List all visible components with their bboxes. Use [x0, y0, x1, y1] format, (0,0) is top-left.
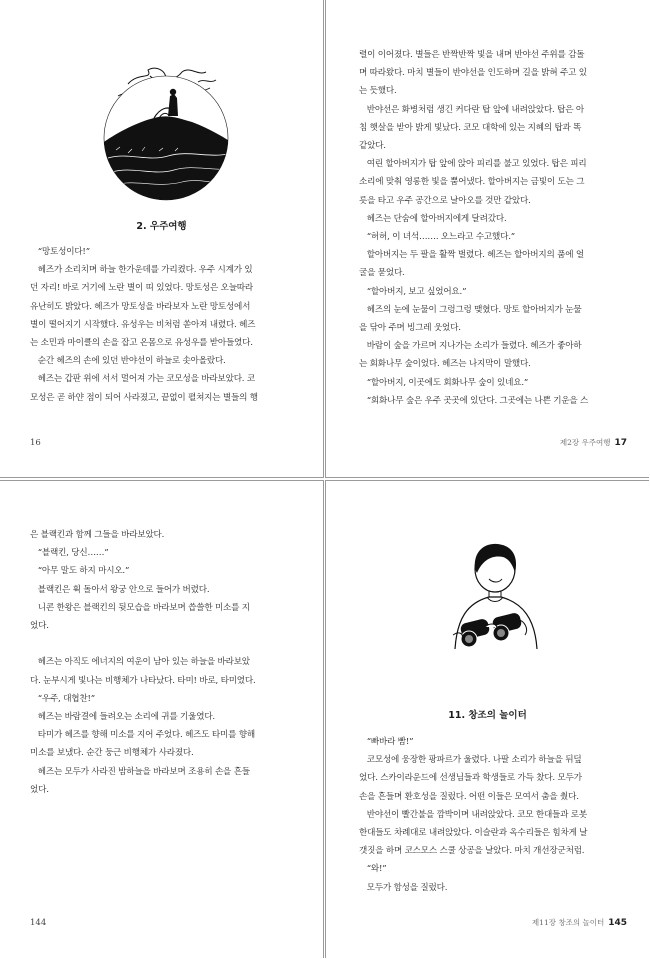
- text-line: 니콘 한왕은 블랙킨의 뒷모습을 바라보며 씁쓸한 미소를 지: [37, 602, 250, 613]
- text-line: “빠바라 빰!”: [366, 737, 414, 747]
- text-line: 렬이 이어졌다. 별들은 반짝반짝 빛을 내며 반야선 주위를 감돌: [359, 50, 585, 60]
- text-line: 은 블랙킨과 함께 그들을 바라보았다.: [30, 530, 165, 540]
- text-line: 헤즈는 모두가 사라진 밤하늘을 바라보며 조용히 손을 흔들: [37, 766, 250, 777]
- text-line: 는 듯했다.: [359, 86, 397, 97]
- text-line: “할아버지, 보고 싶었어요.”: [366, 286, 467, 297]
- cliff-night-illustration: [98, 62, 234, 202]
- page-145-body: [359, 733, 587, 897]
- text-line: 할아버지는 두 팔을 활짝 벌렸다. 헤즈는 할아버지의 품에 얼: [366, 250, 584, 261]
- text-line: 한대들도 차례대로 내려앉았다. 이슬란과 옥수리들은 힘차게 날: [359, 828, 588, 839]
- text-line: “블랙킨, 당신……”: [37, 548, 109, 559]
- text-line: 었다.: [30, 784, 49, 795]
- text-line: 미소를 보냈다. 순간 둥근 비행체가 사라졌다.: [30, 748, 194, 759]
- text-line: 반야선이 빨간불을 깜박이며 내려앉았다. 코모 한대들과 로봇: [366, 809, 587, 820]
- text-line: 갯짓을 하며 코스모스 스쿨 상공을 날았다. 마치 개선장군처럼.: [359, 846, 585, 857]
- text-line: 는 소민과 마이클의 손을 잡고 온몸으로 유성우를 받아들였다.: [30, 338, 253, 349]
- text-line: [30, 635, 256, 653]
- text-line: “우주, 대협찬!”: [37, 693, 95, 704]
- page-17-body: [359, 46, 588, 410]
- text-line: 모성은 곧 하얀 점이 되어 사라졌고, 끝없이 펼쳐지는 별들의 행: [30, 392, 258, 403]
- text-line: 순간 헤즈의 손에 있던 반야선이 하늘로 솟아올랐다.: [37, 356, 226, 367]
- text-line: 며 따라왔다. 마치 별들이 반야선을 인도하며 길을 밝혀 주고 있: [359, 68, 587, 79]
- text-line: 릇을 타고 우주 공간으로 날아오를 것만 같았다.: [359, 195, 531, 206]
- text-line: 헤즈의 눈에 눈물이 그렁그렁 맺혔다. 망토 할아버지가 눈물: [366, 304, 582, 315]
- text-line: 여린 할아버지가 탑 앞에 앉아 피리를 불고 있었다. 탑은 피리: [366, 159, 587, 170]
- page-number: 16: [30, 438, 41, 448]
- text-line: 별이 떨어지기 시작했다. 유성우는 비처럼 쏟아져 내렸다. 헤즈: [30, 319, 256, 330]
- text-line: 헤즈는 단숨에 할아버지에게 달려갔다.: [366, 213, 507, 224]
- page-16-body: [30, 243, 258, 407]
- text-line: 을 닦아 주며 빙그레 웃었다.: [359, 323, 461, 334]
- text-line: 다. 눈부시게 빛나는 비행체가 나타났다. 타미! 바로, 타미였다.: [30, 675, 256, 686]
- text-line: 던 자리! 바로 거기에 노란 별이 띠 있었다. 망토성은 오늘따라: [30, 283, 254, 294]
- text-line: 었다. 스카이라운드에 선생님들과 학생들로 가득 찼다. 모두가: [359, 773, 582, 784]
- text-line: 모두가 함성을 질렀다.: [366, 882, 448, 893]
- text-line: 헤즈는 바람결에 들려오는 소리에 귀를 기울였다.: [37, 712, 215, 723]
- book-page-17: [325, 0, 649, 478]
- page-number: 145: [608, 918, 627, 928]
- text-line: 는 회화나무 숲이었다. 헤즈는 나지막이 말했다.: [359, 359, 531, 370]
- chapter-heading: 11. 창조의 놀이터: [448, 710, 527, 721]
- text-line: “와!”: [366, 864, 387, 875]
- running-head: 제2장 우주여행: [559, 438, 611, 447]
- text-line: 같았다.: [359, 141, 386, 152]
- text-line: 유난히도 밝았다. 헤즈가 망토성을 바라보자 노란 망토성에서: [30, 301, 251, 312]
- text-line: “망토성이다!”: [37, 247, 90, 257]
- text-line: 헤즈는 갑판 위에 서서 멀어져 가는 코모성을 바라보았다. 코: [37, 374, 255, 385]
- page-number: 17: [614, 438, 627, 448]
- text-line: 바람이 숲을 가르며 지나가는 소리가 들렸다. 헤즈가 좋아하: [366, 341, 582, 352]
- text-line: 침 햇살을 받아 밝게 빛났다. 코모 대학에 있는 지혜의 탑과 똑: [359, 122, 582, 133]
- book-page-144: [0, 480, 324, 958]
- text-line: 반야선은 화병처럼 생긴 커다란 탑 앞에 내려앉았다. 탑은 아: [366, 104, 584, 115]
- text-line: 헤즈는 아직도 에너지의 여운이 남아 있는 하늘을 바라보았: [37, 657, 250, 668]
- book-page-145: [325, 480, 649, 958]
- text-line: “할아버지, 이곳에도 회화나무 숲이 있네요.”: [366, 377, 529, 388]
- text-line: “허허, 이 녀석……. 오느라고 수고했다.”: [366, 232, 515, 243]
- text-line: “아무 말도 하지 마시오.”: [37, 566, 130, 577]
- chapter-heading: 2. 우주여행: [136, 221, 187, 232]
- running-footer: [532, 917, 627, 928]
- book-page-16: [0, 0, 324, 478]
- text-line: 손을 흔들며 환호성을 질렀다. 어떤 이들은 모여서 춤을 췄다.: [359, 791, 579, 802]
- running-head: 제11장 창조의 놀이터: [531, 918, 605, 927]
- text-line: 굴을 묻었다.: [359, 268, 405, 279]
- page-number: 144: [30, 918, 47, 928]
- text-line: 헤즈가 소리치며 하늘 한가운데를 가리켰다. 우주 시계가 있: [37, 265, 253, 276]
- text-line: “회화나무 숲은 우주 곳곳에 있단다. 그곳에는 나쁜 기운을 스: [366, 395, 589, 406]
- boy-with-binoculars-illustration: [439, 539, 551, 667]
- text-line: 타미가 헤즈를 향해 미소를 지어 주었다. 헤즈도 타미를 향해: [37, 730, 255, 741]
- text-line: 소리에 맞춰 영롱한 빛을 뿜어냈다. 할아버지는 금빛이 도는 그: [359, 177, 585, 188]
- page-144-body: [30, 526, 256, 799]
- text-line: 블랙킨은 휙 돌아서 왕궁 안으로 들어가 버렸다.: [37, 584, 210, 595]
- running-footer: [560, 437, 627, 448]
- text-line: 었다.: [30, 621, 49, 632]
- text-line: 코모성에 웅장한 팡파르가 울렸다. 나팔 소리가 하늘을 뒤덮: [366, 755, 582, 766]
